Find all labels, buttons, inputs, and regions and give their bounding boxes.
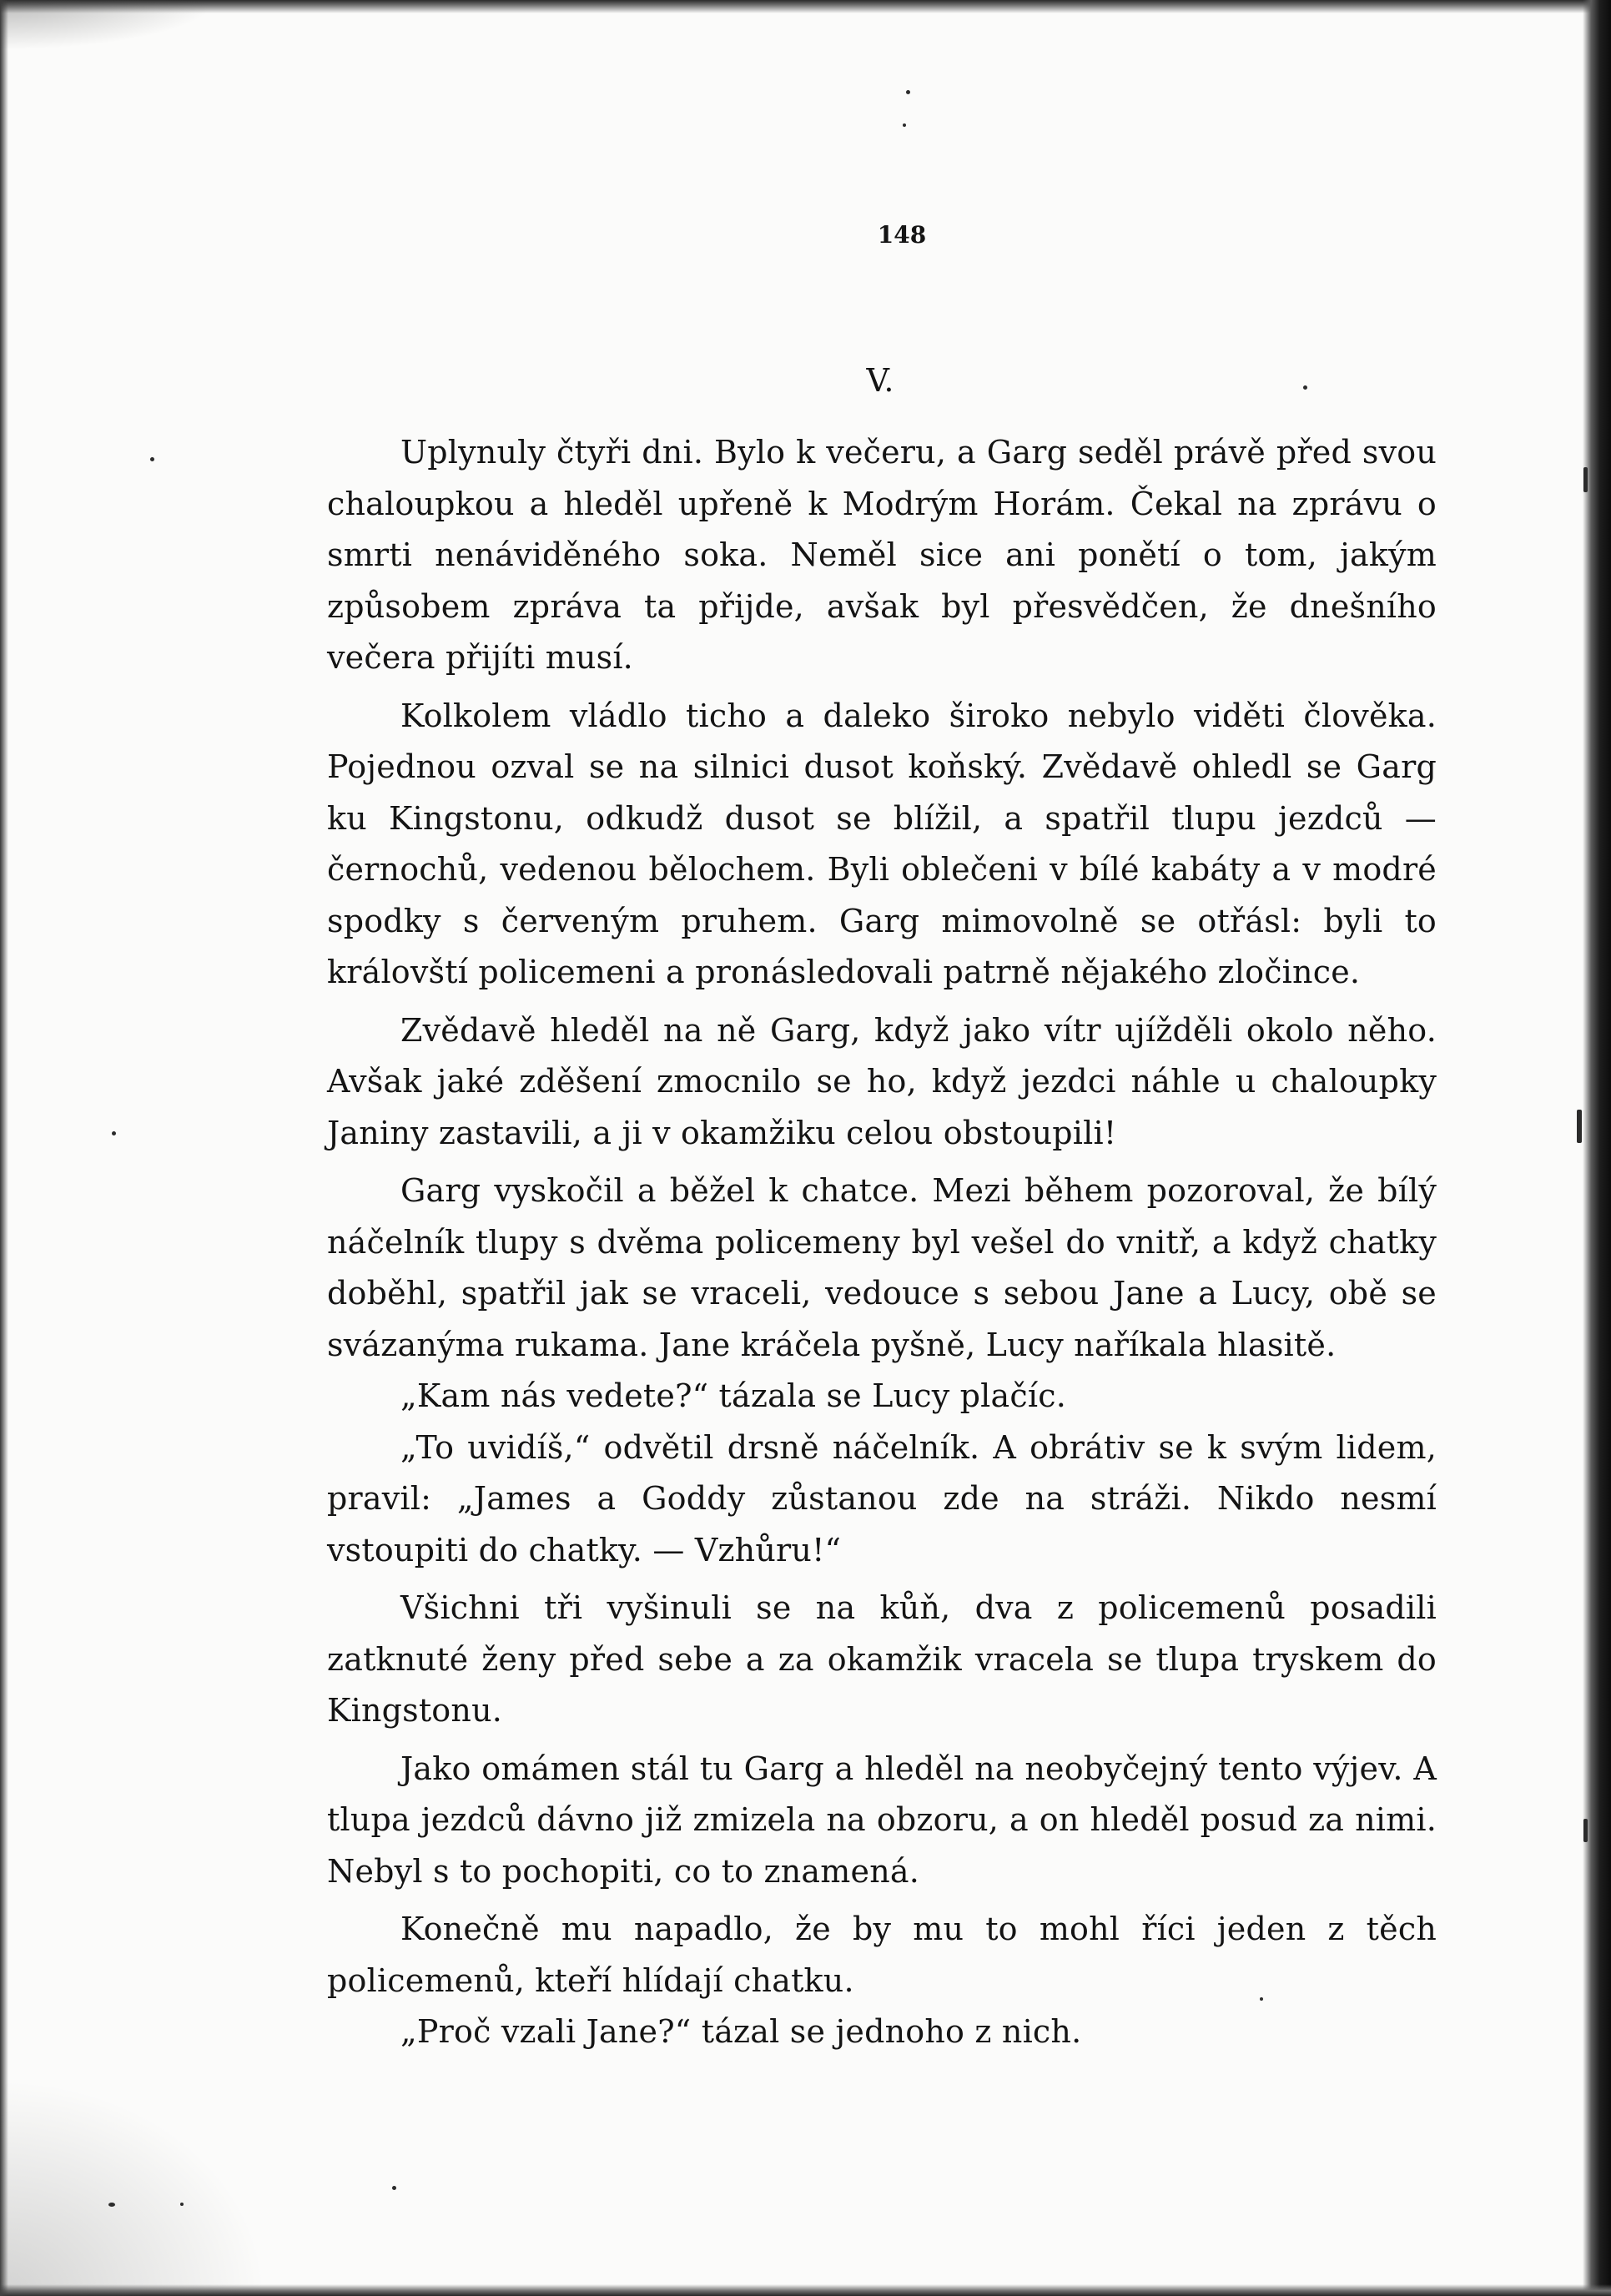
paragraph-9: Konečně mu napadlo, že by mu to mohl říci jeden z těch policemenů, kteří hlídají chatku. bbox=[327, 1911, 1437, 1999]
dust-speck bbox=[1583, 1819, 1588, 1842]
paragraph-1: Uplynuly čtyři dni. Bylo k večeru, a Garg seděl právě před svou chaloupkou a hleděl upřeně k Modrým Horám. Čekal na zprávu o smrti nenáviděného soka. Neměl sice ani ponětí o tom, jakým způsobem zpráva ta přijde, avšak byl přesvědčen, že dnešního večera přijíti musí. bbox=[327, 434, 1437, 676]
scan-edge-right bbox=[1583, 0, 1611, 2296]
scan-shadow-bottom-left bbox=[0, 2079, 267, 2296]
dust-speck bbox=[903, 123, 906, 127]
page-number: 148 bbox=[877, 221, 927, 249]
paragraph-2: Kolkolem vládlo ticho a daleko široko nebylo viděti člověka. Pojednou ozval se na silnici dusot koňský. Zvědavě ohledl se Garg ku Kingstonu, odkudž dusot se blížil, a spatřil tlupu jezdců — černochů, vedenou bělochem. Byli oblečeni v bílé kabáty a v modré spodky s červeným pruhem. Garg mimovolně se otřásl: byli to královští policemeni a pronásledovali patrně nějakého zločince. bbox=[327, 697, 1437, 990]
paragraph-4: Garg vyskočil a běžel k chatce. Mezi během pozoroval, že bílý náčelník tlupy s dvěma policemeny byl vešel do vnitř, a když chatky doběhl, spatřil jak se vraceli, vedouce s sebou Jane a Lucy, obě se svázanýma rukama. Jane kráčela pyšně, Lucy naříkala hlasitě. bbox=[327, 1172, 1437, 1363]
paragraph-3: Zvědavě hleděl na ně Garg, když jako vítr ujížděli okolo něho. Avšak jaké zděšení zmocnilo se ho, když jezdci náhle u chaloupky Janiny zastavili, a ji v okamžiku celou obstoupili! bbox=[327, 1011, 1437, 1151]
dust-speck bbox=[112, 1131, 116, 1135]
dust-speck bbox=[1577, 1110, 1582, 1143]
paragraph-6: „To uvidíš,“ odvětil drsně náčelník. A obrátiv se k svým lidem, pravil: „James a Goddy zůstanou zde na stráži. Nikdo nesmí vstoupiti do chatky. — Vzhůru!“ bbox=[327, 1428, 1437, 1568]
chapter-heading: V. bbox=[866, 362, 894, 399]
scan-edge-top bbox=[0, 0, 1611, 13]
paragraph-8: Jako omámen stál tu Garg a hleděl na neobyčejný tento výjev. A tlupa jezdců dávno již zmizela na obzoru, a on hleděl posud za nimi. Nebyl s to pochopiti, co to znamená. bbox=[327, 1750, 1437, 1890]
scan-shadow-top-left bbox=[0, 0, 217, 50]
paragraph-5: „Kam nás vedete?“ tázala se Lucy plačíc. bbox=[400, 1377, 1066, 1414]
dust-speck bbox=[1583, 467, 1588, 492]
dust-speck bbox=[150, 457, 154, 461]
dust-speck bbox=[1303, 385, 1307, 390]
dust-speck bbox=[108, 2203, 115, 2207]
scan-edge-left bbox=[0, 0, 8, 2296]
dust-speck bbox=[392, 2186, 396, 2190]
body-text bbox=[327, 427, 1437, 2058]
dust-speck bbox=[906, 90, 910, 94]
paragraph-10: „Proč vzali Jane?“ tázal se jednoho z nich. bbox=[400, 2013, 1082, 2050]
dust-speck bbox=[180, 2203, 184, 2206]
paragraph-7: Všichni tři vyšinuli se na kůň, dva z policemenů posadili zatknuté ženy před sebe a za okamžik vracela se tlupa tryskem do Kingstonu. bbox=[327, 1589, 1437, 1729]
